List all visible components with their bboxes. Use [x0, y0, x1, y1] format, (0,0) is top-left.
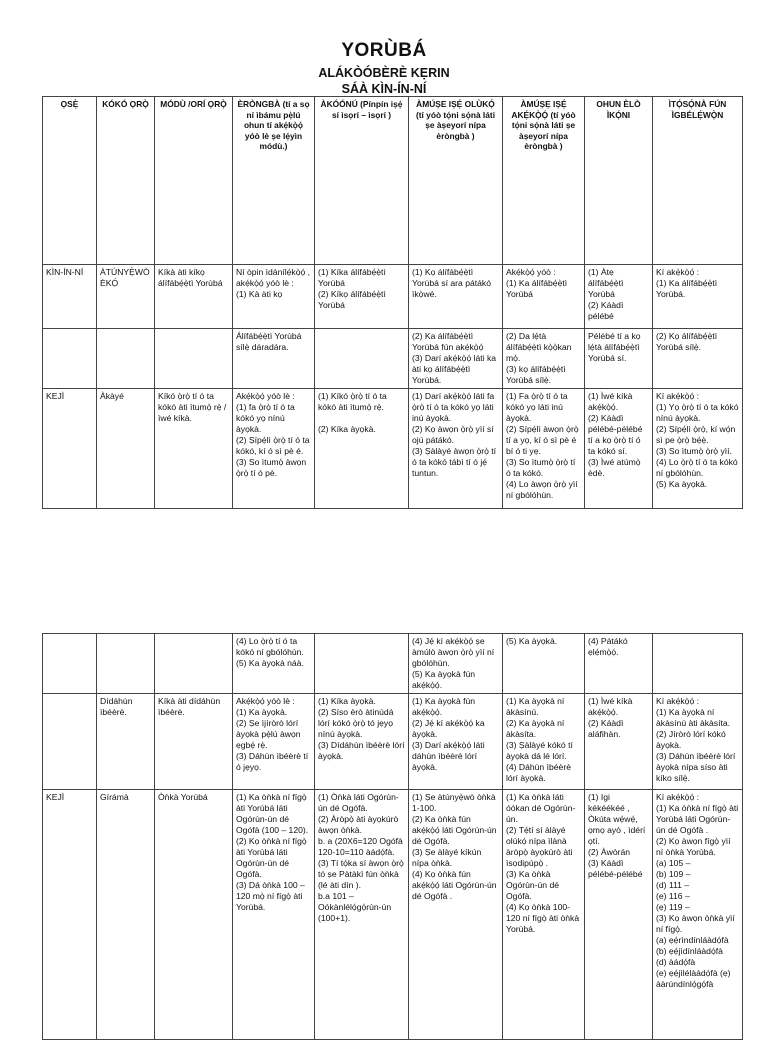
table-cell: Kí akẹ́kọ̀ọ́ : (1) Ka òǹkà ní fígọ̀ àti Yorùbá láti Ogórùn-ún dé Ogófà . (2) Kọ àwọn fígọ̀ yìí ní òǹkà Yorùbá. (a) 105 – (b) 109 – (d) 111 – (e) 116 – (ẹ) 119 – (3) Kọ àwọn òǹkà yìí ní fígọ̀. (a) ẹẹ́rìndínláàdọ́fà (b) ẹẹ́jìdínláàdọ́fà (d) àádọ́fà (e) ẹẹ́jìlélàádọ́fà (ẹ) ààrúndínlọ́gọ́fà: [653, 790, 743, 1040]
table-cell: (1) Ṣe àtúnyẹ̀wò òǹkà 1-100. (2) Ka òǹkà fún akẹ́kọ̀ọ́ láti Ogórùn-ún dé Ogófà. (3) Ṣe àlàyé kíkún nípa òǹkà. (4) Kọ òǹkà fún akẹ́kọ̀ọ́ láti Ogórùn-ún dé Ogófà .: [409, 790, 503, 1040]
table-cell: (5) Ka àyọkà.: [503, 634, 585, 694]
scheme-of-work-table-page-1: [42, 96, 743, 509]
table-cell: (1) Ka àyọkà ní àkàsínú. (2) Ka àyọkà ní àkàsíta. (3) Ṣàlàyé kókó tí àyọkà dá lé lórí. (4) Dáhùn ìbéèrè lórí àyọkà.: [503, 694, 585, 790]
column-header: ÌTỌ́SỌ́NÀ FÚN ÌGBÉLẸ́WỌ̀N: [653, 97, 743, 265]
table-row: [43, 265, 743, 329]
table-cell: Álífábẹ́ẹ̀tì Yorùbá sílẹ̀ dáradára.: [233, 329, 315, 389]
table-cell: [155, 329, 233, 389]
table-row: [43, 790, 743, 1040]
table-cell: (4) Lo ọ̀rọ̀ tí ó ta kókó ní gbólóhùn. (5) Ka àyọkà náà.: [233, 634, 315, 694]
table-cell: KEJÌ: [43, 389, 97, 509]
column-header: ÈRÒNGBÀ (tí a sọ ní ìbámu pẹ̀lú ohun tí akẹ́kọ̀ọ́ yóò lè ṣe lẹ́yìn módù.): [233, 97, 315, 265]
table-cell: (2) Da lẹ́tà álífábẹ́ẹ̀tì kọ̀ọ̀kan mọ̀. (3) kọ álífábẹ́ẹ̀tì Yorùbá sílẹ̀.: [503, 329, 585, 389]
scheme-of-work-table-page-2: [42, 633, 743, 1040]
column-header: ÀKÓÓNÚ (Pínpín iṣẹ́ sí ìsọrí – ìsọrí ): [315, 97, 409, 265]
table-cell: (1) Ka òǹkà ní fígọ̀ àti Yorùbá láti Ogórùn-ún dé Ogófà (100 – 120). (2) Kọ òǹkà ní fígọ̀ àti Yorùbá láti Ogórùn-ún dé Ogófà. (3) Dá òǹkà 100 – 120 mọ̀ ní fígọ̀ àti Yorùbá.: [233, 790, 315, 1040]
table-cell: KÌN-ÍN-NÍ: [43, 265, 97, 329]
column-header: ÀMÚṢE IṢẸ́ OLÙKỌ́ (tí yóò tọ́ni sọ́nà láti ṣe àṣeyorí nípa èròngbà ): [409, 97, 503, 265]
document-title: YORÙBÁ: [341, 40, 427, 61]
term-label: SÁÀ KÌN-ÍN-NÍ: [341, 82, 427, 96]
table-row: [43, 634, 743, 694]
table-cell: [97, 329, 155, 389]
table-cell: (2) Ka álífábẹ́ẹ̀tì Yorùbá fún akẹ́kọ̀ọ́ (3) Darí akẹ́kọ̀ọ́ láti ka àti kọ álífábẹ́ẹ̀tì Yorùbá.: [409, 329, 503, 389]
table-cell: (1) Darí akẹ́kọ̀ọ́ láti fa ọ̀rọ̀ tí ó ta kókó yọ láti inú àyọkà. (2) Kọ àwọn ọ̀rọ̀ yìí sí ojú pátákó. (3) Ṣàlàyé àwọn ọ̀rọ̀ tí ó ta kókó tábì tí ó jẹ́ tuntun.: [409, 389, 503, 509]
table-cell: (2) Kọ álífábẹ́ẹ̀tì Yorùbá sílẹ̀.: [653, 329, 743, 389]
table-cell: Akẹ́kọ̀ọ́ yóò : (1) Ka álífábẹ́ẹ̀tì Yorùbá: [503, 265, 585, 329]
table-cell: (1) Ìwé kíkà akẹ́kọ̀ọ́. (2) Káàdì aláfihàn.: [585, 694, 653, 790]
table-cell: [97, 634, 155, 694]
table-cell: Akẹ́kọ̀ọ́ yóò lè : (1) Ka àyọkà. (2) Ṣe ìjíròrò lórí àyọkà pẹ̀lú àwọn ẹgbẹ́ rẹ̀. (3) Dáhùn ìbéèrè tí ó jẹyọ.: [233, 694, 315, 790]
table-cell: Kí akẹ́kọ̀ọ́ : (1) Ka àyọkà ní àkàsínú àti àkàsíta. (2) Jíròrò lórí kókó àyọkà. (3) Dáhùn ìbéèrè lórí àyọkà nípa síso àti kíko sílẹ̀.: [653, 694, 743, 790]
table-cell: (1) Ìwé kíkà akẹ́kọ̀ọ́. (2) Káàdì pélébé-pélébé tí a kọ ọ̀rọ̀ tí ó ta kókó sí. (3) Ìwé atúmọ̀ èdè.: [585, 389, 653, 509]
table-cell: (1) Ka òǹkà láti óókan dé Ogórùn-ún. (2) Tẹ́tí sí àlàyé olùkọ́ nípa ìlànà àròpọ̀ àyọkúrò àti ìsọdipúpọ̀ . (3) Ka òǹkà Ogórùn-ún dé Ogófà. (4) Kọ òǹkà 100-120 ní fígọ̀ àti òǹkà Yorùbá.: [503, 790, 585, 1040]
table-cell: [315, 634, 409, 694]
table-cell: Akẹ́kọ̀ọ́ yóò lè : (1) fa ọ̀rọ̀ tí ó ta kókó yọ nínú àyọkà. (2) Ṣípẹ́lì ọ̀rọ̀ tí ó ta kókó, kí ó sì pè é. (3) So ìtumọ̀ àwọn ọ̀rọ̀ tí ó pè.: [233, 389, 315, 509]
table-row: [43, 389, 743, 509]
table-cell: (1) Ka àyọkà fún akẹ́kọ̀ọ́. (2) Jẹ́ kí akẹ́kọ̀ọ́ ka àyọkà. (3) Darí akẹ́kọ̀ọ́ láti dáhùn ìbéèrè lórí àyọkà.: [409, 694, 503, 790]
table-cell: (4) Jẹ́ kí akẹ́kọ̀ọ́ ṣe àmúlò àwọn ọ̀rọ̀ yìí ní gbólóhùn. (5) Ka àyọkà fún akẹ́kọ̀ọ́.: [409, 634, 503, 694]
column-header: OHUN ÈLÒ ÌKỌ́NI: [585, 97, 653, 265]
column-header: ỌSẸ̀: [43, 97, 97, 265]
table-cell: [653, 634, 743, 694]
table-cell: (4) Pátákó ẹlẹ́mọ̀ọ́.: [585, 634, 653, 694]
table-cell: KEJÌ: [43, 790, 97, 1040]
table-cell: Òǹkà Yorùbá: [155, 790, 233, 1040]
table-cell: [43, 329, 97, 389]
table-cell: Àkàyé: [97, 389, 155, 509]
column-header: ÀMÚṢẸ IṢẸ́ AKẸ́KỌ̀Ọ́ (tí yóò tọ́ni sọ́nà láti ṣe àṣeyorí nípa èròngbà ): [503, 97, 585, 265]
table-cell: Kíkà àti dídáhùn ìbéèrè.: [155, 694, 233, 790]
table-cell: Kí akẹ́kọ̀ọ́ : (1) Yọ ọ̀rọ̀ tí ó ta kókó nínú àyọkà. (2) Ṣípẹ́lì ọ̀rọ̀, kí wọ́n sì pe ọ̀rọ̀ bẹ́ẹ̀. (3) So ìtumọ̀ ọ̀rọ̀ yìí. (4) Lo ọ̀rọ̀ tí ó ta kókó ní gbólóhùn. (5) Ka àyọkà.: [653, 389, 743, 509]
table-cell: (1) Òǹkà láti Ogórùn-ún dé Ogófà. (2) Àròpọ̀ àti àyọkúrò àwọn òǹkà. b. a (20X6=120 Ogófà 120-10=110 àádọ́fà. (3) Tí tọ́ka sí àwọn ọ̀rọ̀ tó ṣe Pàtàkì fún òǹkà (lé àti dín ). b.a 101 – Oókànlélọ́gọ́rùn-ún (100+1).: [315, 790, 409, 1040]
table-cell: [43, 634, 97, 694]
table-cell: [155, 634, 233, 694]
table-cell: (1) Kọ álífábẹ́ẹ̀tì Yorùbá sí ara pátákó ìkọ̀wé.: [409, 265, 503, 329]
table-cell: (1) Kíka álífábẹ́ẹ̀tì Yorùbá (2) Kíkọ álífábẹ́ẹ̀tì Yorùbá: [315, 265, 409, 329]
table-cell: Kíkà àti kíkọ álífábẹ́ẹ̀tì Yorùbá: [155, 265, 233, 329]
table-cell: [43, 694, 97, 790]
table-cell: Gírámà: [97, 790, 155, 1040]
document-subtitle: ALÁKÒÓBÈRÈ KẸRIN: [318, 66, 450, 80]
table-cell: Pélébé tí a kọ lẹ́tà álífábẹ́ẹ̀tì Yorùbá sí.: [585, 329, 653, 389]
table-cell: Dídáhùn ìbéèrè.: [97, 694, 155, 790]
table-cell: ÀTÚNYẸ̀WÒ ÈKỌ́: [97, 265, 155, 329]
table-header-row: [43, 97, 743, 265]
table-cell: (1) Fa ọ̀rọ̀ tí ó ta kókó yọ láti inú àyọkà. (2) Ṣípẹ́lì àwọn ọ̀rọ̀ tí a yọ, kí ó sì pè é bí ó ti yẹ. (3) So ìtumọ̀ ọ̀rọ̀ tí ó ta kókó. (4) Lo àwọn ọ̀rọ̀ yìí ní gbólóhùn.: [503, 389, 585, 509]
table-cell: (1) Àtẹ álífábẹ́ẹ̀tì Yorùbá (2) Káàdì pélébé: [585, 265, 653, 329]
table-cell: Kíkó ọ̀rọ̀ tí ó ta kókó àti ìtumọ̀ rẹ̀ /ìwé kíkà.: [155, 389, 233, 509]
table-cell: (1) Kíkó ọ̀rọ̀ tí ó ta kókó àti ìtumọ̀ rẹ̀. (2) Kíka àyọkà.: [315, 389, 409, 509]
table-cell: (1) Igi kékéékéé , Òkúta wẹ́wẹ́, ọmọ ayò , ìdérí ọtí. (2) Àwòrán (3) Káàdì pélébé-pélébé: [585, 790, 653, 1040]
table-cell: Ní òpin ìdánílẹ́kọ̀ọ́ , akẹ́kọ̀ọ́ yóò lè : (1) Kà àti kọ: [233, 265, 315, 329]
table-cell: (1) Kíka àyọkà. (2) Síso èrò àtinúdá lórí kókó ọ̀rọ̀ tó jẹyọ nínú àyọkà. (3) Dídáhùn ìbéèrè lórí àyọkà.: [315, 694, 409, 790]
column-header: KÓKÓ ỌRỌ̀: [97, 97, 155, 265]
column-header: MÓDÙ /ORÍ ỌRỌ̀: [155, 97, 233, 265]
table-row: [43, 694, 743, 790]
table-cell: Kí akẹ́kọ̀ọ́ : (1) Ka álífábẹ́ẹ̀tì Yorùbá.: [653, 265, 743, 329]
table-cell: [315, 329, 409, 389]
table-row: [43, 329, 743, 389]
